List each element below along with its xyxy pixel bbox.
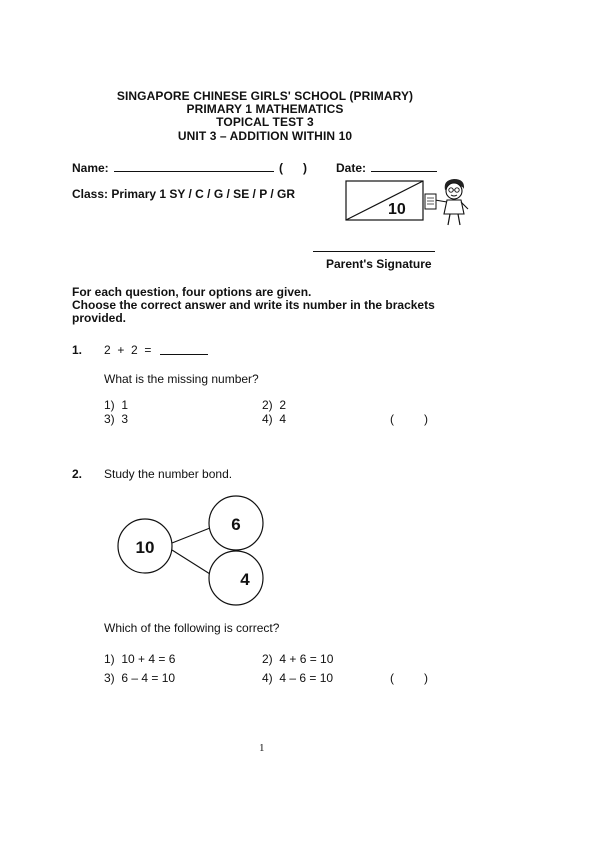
option-3: 3) 6 – 4 = 10 — [104, 671, 176, 685]
test-title: TOPICAL TEST 3 — [216, 115, 314, 129]
instruction-line: Choose the correct answer and write its number in the brackets — [72, 298, 435, 312]
student-cartoon-icon — [423, 176, 475, 228]
page-number: 1 — [259, 742, 265, 754]
date-field[interactable] — [371, 171, 437, 172]
instruction-line: provided. — [72, 311, 127, 325]
answer-bracket[interactable]: ( ) — [390, 671, 428, 685]
bond-line — [172, 528, 210, 543]
option-4: 4) 4 – 6 = 10 — [262, 671, 334, 685]
unit-title: UNIT 3 – ADDITION WITHIN 10 — [177, 129, 353, 143]
bond-part-value: 4 — [240, 570, 250, 589]
instruction-line: For each question, four options are given. — [72, 285, 312, 299]
option-2: 2) 4 + 6 = 10 — [262, 652, 334, 666]
answer-bracket[interactable]: ( ) — [390, 412, 428, 426]
score-box — [345, 180, 425, 222]
score-total: 10 — [388, 201, 406, 218]
bond-line — [172, 550, 210, 574]
question-expression: 2 + 2 = — [104, 343, 152, 357]
option-1: 1) 10 + 4 = 6 — [104, 652, 176, 666]
option-1: 1) 1 — [104, 398, 129, 412]
bond-whole-value: 10 — [135, 538, 155, 557]
number-bond-diagram — [110, 490, 275, 612]
name-label: Name: — [72, 161, 109, 175]
subject-title: PRIMARY 1 MATHEMATICS — [186, 102, 344, 116]
option-2: 2) 2 — [262, 398, 287, 412]
question-number: 1. — [72, 343, 83, 357]
part-circle — [209, 551, 263, 605]
class-label: Class: Primary 1 SY / C / G / SE / P / GR — [72, 187, 295, 201]
parent-signature-line[interactable] — [313, 251, 435, 252]
question-intro: Study the number bond. — [104, 467, 233, 481]
date-label: Date: — [336, 161, 367, 175]
option-4: 4) 4 — [262, 412, 287, 426]
school-name: SINGAPORE CHINESE GIRLS' SCHOOL (PRIMARY) — [116, 89, 414, 103]
question-prompt: Which of the following is correct? — [104, 621, 280, 635]
option-3: 3) 3 — [104, 412, 129, 426]
name-field[interactable] — [114, 171, 274, 172]
missing-number-blank[interactable] — [160, 354, 208, 355]
question-prompt: What is the missing number? — [104, 372, 259, 386]
parent-signature-label: Parent's Signature — [326, 257, 432, 271]
bond-part-value: 6 — [231, 515, 241, 534]
question-number: 2. — [72, 467, 83, 481]
register-number-brackets: ( ) — [279, 161, 307, 175]
